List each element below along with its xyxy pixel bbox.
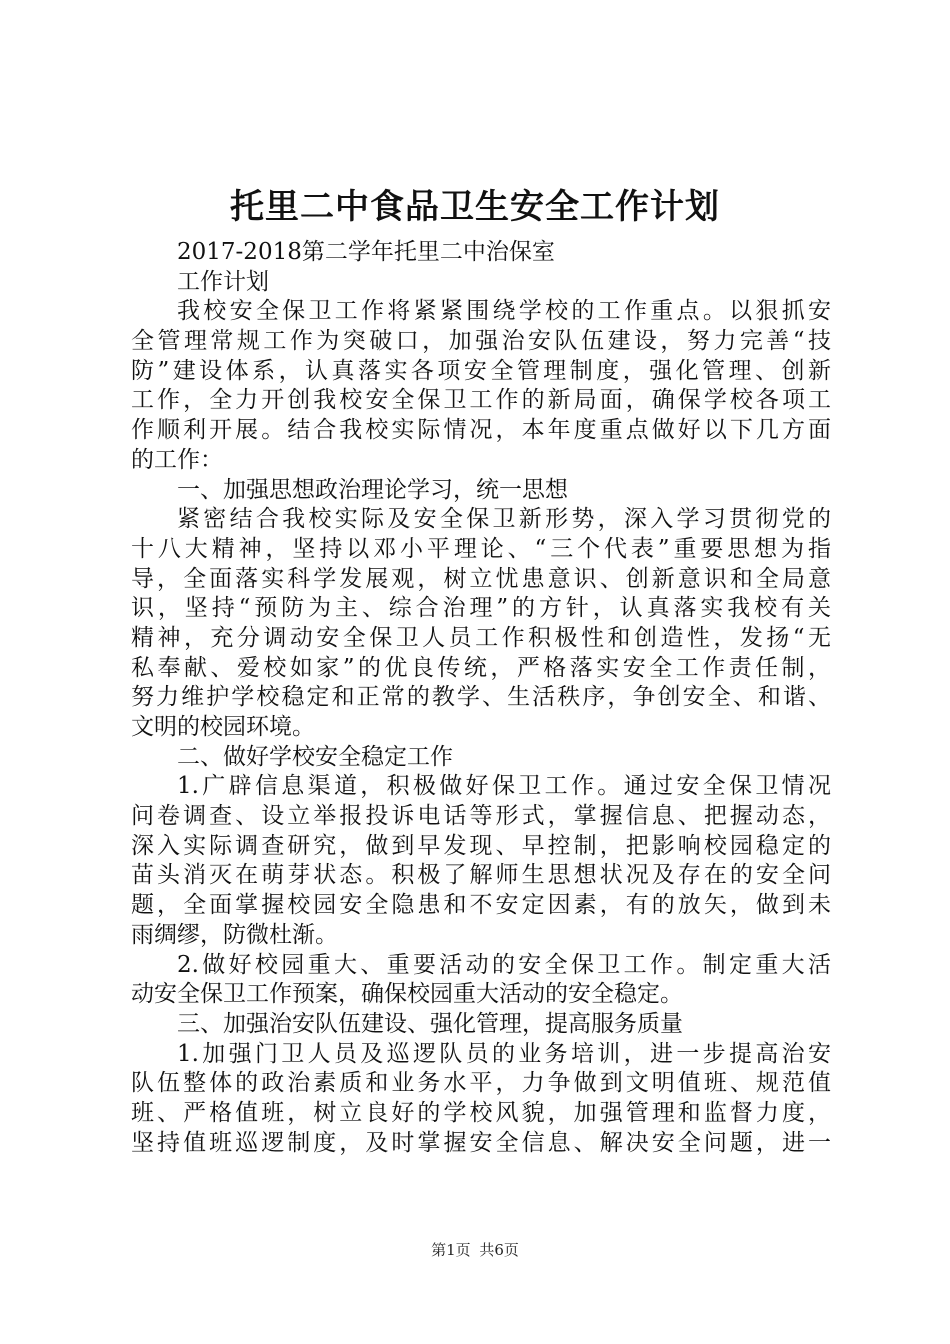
- body-line: 2.做好校园重大、重要活动的安全保卫工作。制定重大活: [177, 951, 831, 978]
- body-line: 工作，全力开创我校安全保卫工作的新局面，确保学校各项工: [131, 387, 831, 414]
- page-total: 共6页: [479, 1241, 519, 1259]
- page-number: 第1页: [431, 1241, 471, 1259]
- body-line: 深入实际调查研究，做到早发现、早控制，把影响校园稳定的: [131, 832, 831, 859]
- body-line: 识，坚持“预防为主、综合治理”的方针，认真落实我校有关: [131, 595, 831, 622]
- body-line: 三、加强治安队伍建设、强化管理，提高服务质量: [177, 1010, 683, 1037]
- body-line: 题，全面掌握校园安全隐患和不安定因素，有的放矢，做到未: [131, 892, 831, 919]
- body-line: 问卷调查、设立举报投诉电话等形式，掌握信息、把握动态，: [131, 803, 831, 830]
- body-line: 全管理常规工作为突破口，加强治安队伍建设，努力完善“技: [131, 328, 831, 355]
- body-line: 私奉献、爱校如家”的优良传统，严格落实安全工作责任制，: [131, 654, 831, 681]
- document-body: [131, 238, 831, 1158]
- body-line: 队伍整体的政治素质和业务水平，力争做到文明值班、规范值: [131, 1070, 831, 1097]
- body-line: 1.广辟信息渠道，积极做好保卫工作。通过安全保卫情况: [177, 773, 831, 800]
- body-line: 动安全保卫工作预案，确保校园重大活动的安全稳定。: [131, 981, 683, 1008]
- body-line: 雨绸缪，防微杜渐。: [131, 921, 338, 948]
- body-line: 防”建设体系，认真落实各项安全管理制度，强化管理、创新: [131, 357, 831, 384]
- body-line: 二、做好学校安全稳定工作: [177, 743, 453, 770]
- body-line: 班、严格值班，树立良好的学校风貌，加强管理和监督力度，: [131, 1099, 831, 1126]
- body-line: 紧密结合我校实际及安全保卫新形势，深入学习贯彻党的: [177, 506, 831, 533]
- body-line: 导，全面落实科学发展观，树立忧患意识、创新意识和全局意: [131, 565, 831, 592]
- body-line: 十八大精神，坚持以邓小平理论、“三个代表”重要思想为指: [131, 535, 831, 562]
- body-line: 1.加强门卫人员及巡逻队员的业务培训，进一步提高治安: [177, 1040, 831, 1067]
- body-line: 我校安全保卫工作将紧紧围绕学校的工作重点。以狠抓安: [177, 298, 831, 325]
- body-line: 作顺利开展。结合我校实际情况，本年度重点做好以下几方面: [131, 417, 831, 444]
- body-line: 文明的校园环境。: [131, 714, 315, 740]
- document-title: 托里二中食品卫生安全工作计划: [230, 187, 720, 227]
- body-line: 一、加强思想政治理论学习，统一思想: [177, 476, 568, 503]
- body-line: 努力维护学校稳定和正常的教学、生活秩序，争创安全、和谐、: [131, 684, 831, 711]
- body-line: 工作计划: [177, 268, 269, 295]
- body-line: 2017-2018第二学年托里二中治保室: [177, 239, 555, 265]
- page-footer: [0, 1238, 950, 1262]
- body-line: 坚持值班巡逻制度，及时掌握安全信息、解决安全问题，进一: [131, 1129, 831, 1156]
- body-line: 精神，充分调动安全保卫人员工作积极性和创造性，发扬“无: [131, 624, 831, 651]
- body-line: 苗头消灭在萌芽状态。积极了解师生思想状况及存在的安全问: [131, 862, 831, 889]
- body-line: 的工作：: [131, 446, 223, 473]
